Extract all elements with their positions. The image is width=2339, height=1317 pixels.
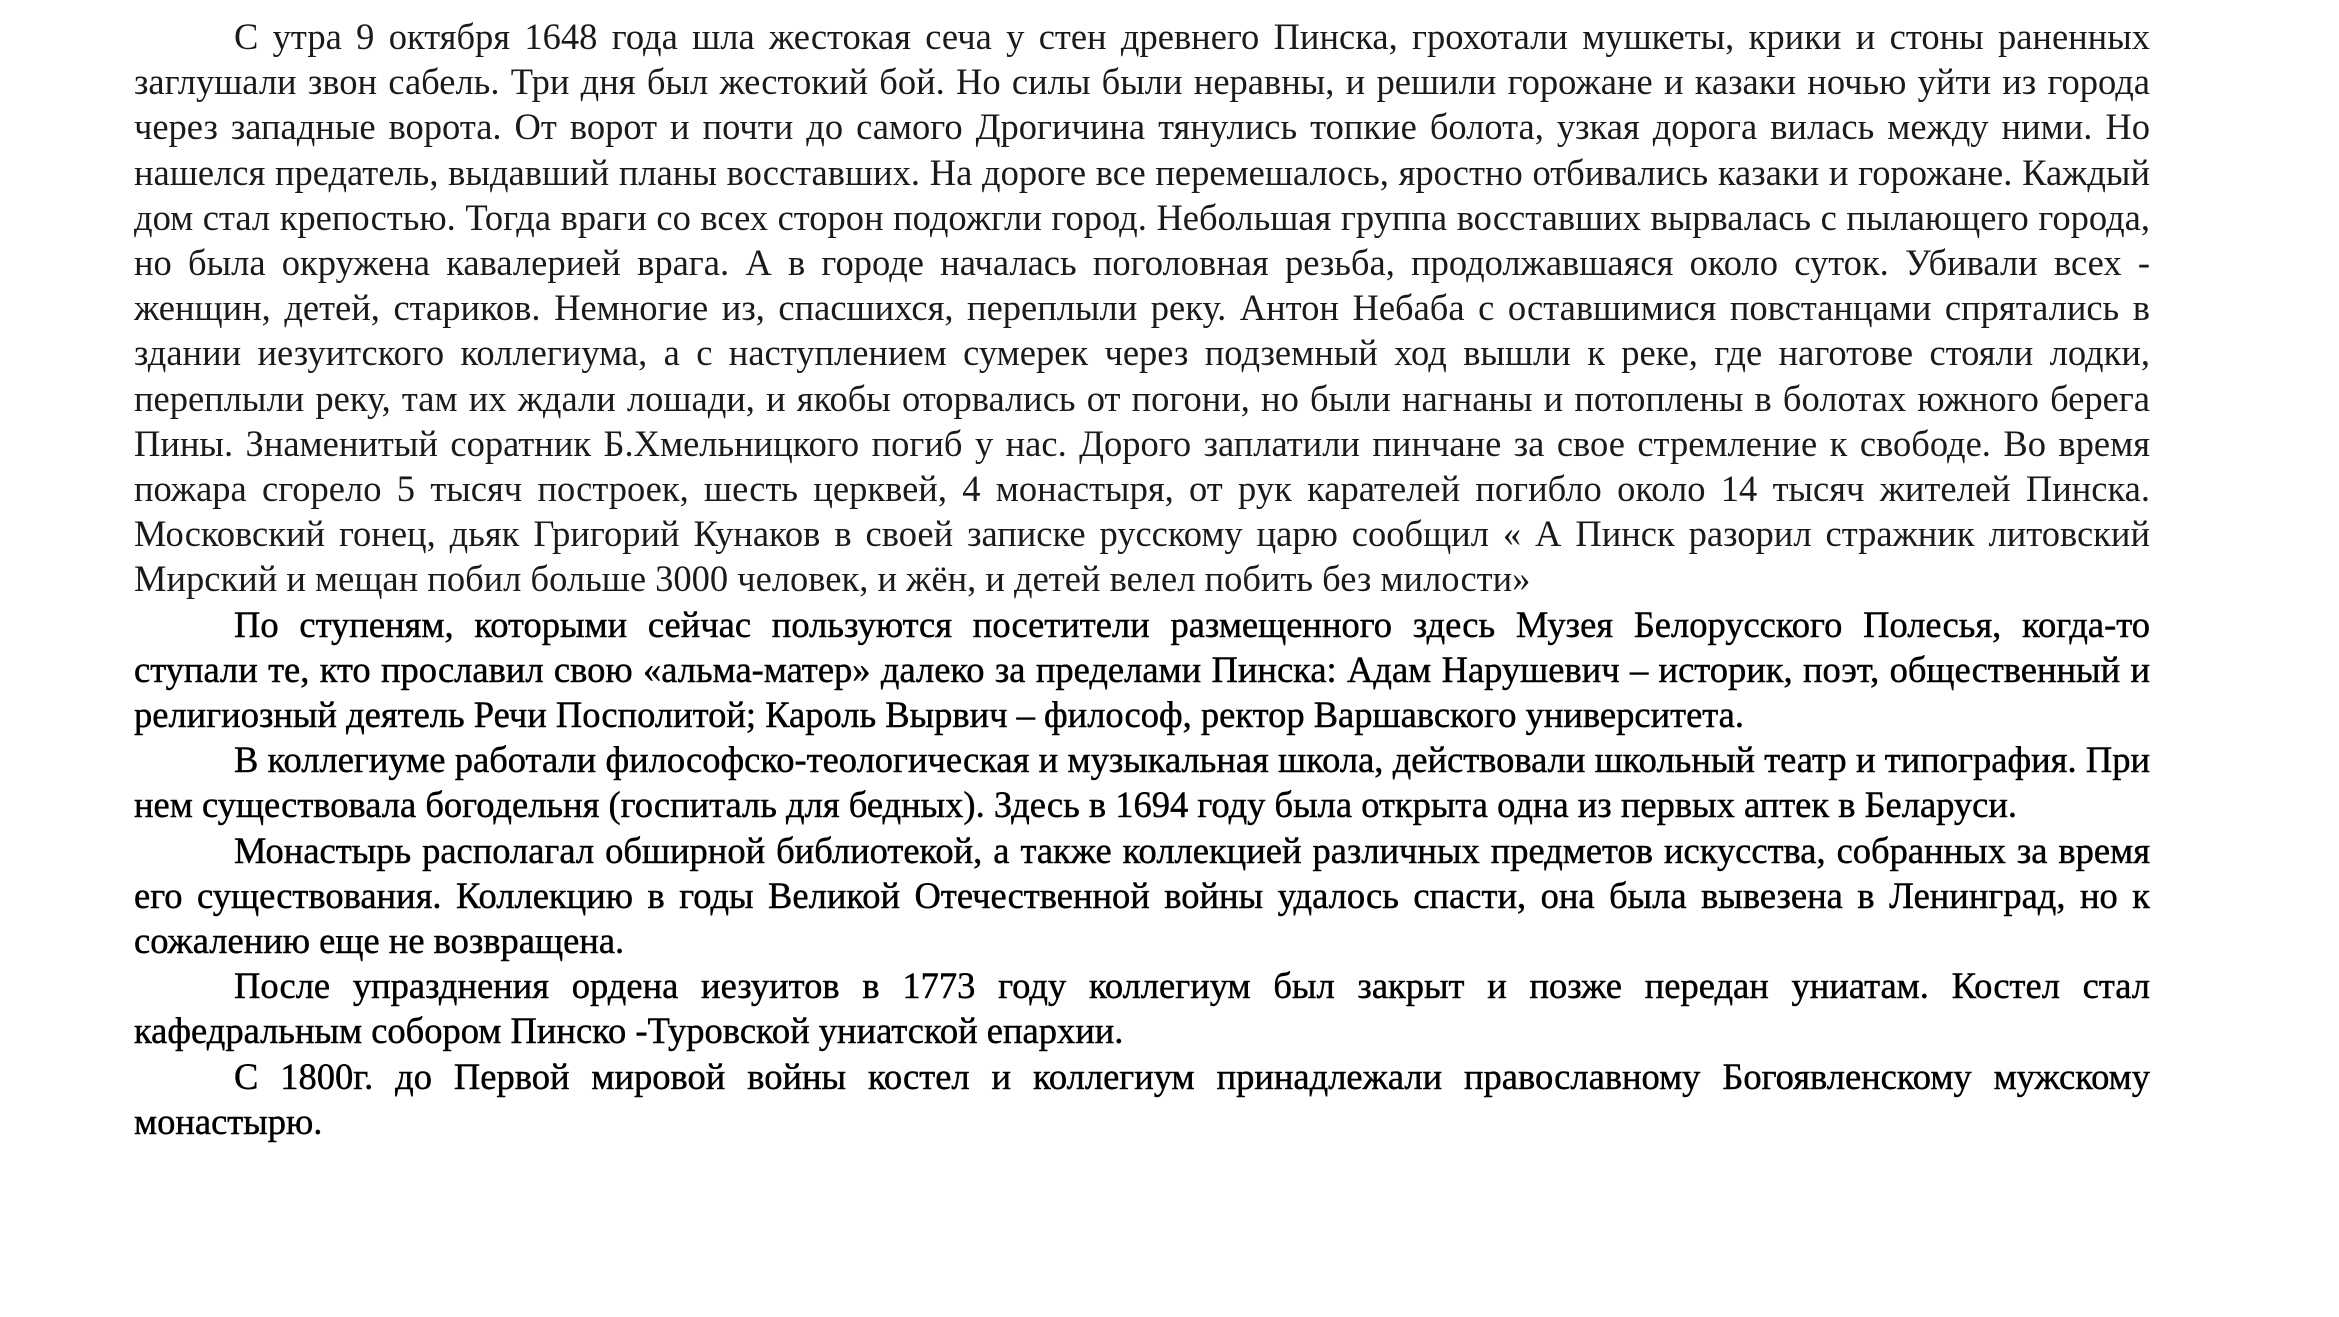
document-body bbox=[134, 14, 2150, 1144]
paragraph-siege-of-pinsk: С утра 9 октября 1648 года шла жестокая сеча у стен древнего Пинска, грохотали мушкеты, крики и стоны раненных заглушали звон сабель. Три дня был жестокий бой. Но силы были неравны, и решили горожане и казаки ночью уйти из города через западные ворота. От ворот и почти до самого Дрогичина тянулись топкие болота, узкая дорога вилась между ними. Но нашелся предатель, выдавший планы восставших. На дороге все перемешалось, яростно отбивались казаки и горожане. Каждый дом стал крепостью. Тогда враги со всех сторон подожгли город. Небольшая группа восставших вырвалась с пылающего города, но была окружена кавалерией врага. А в городе началась поголовная резьба, продолжавшаяся около суток. Убивали всех - женщин, детей, стариков. Немногие из, спасшихся, переплыли реку. Антон Небаба с оставшимися повстанцами спрятались в здании иезуитского коллегиума, а с наступлением сумерек через подземный ход вышли к реке, где наготове стояли лодки, переплыли реку, там их ждали лошади, и якобы оторвались от погони, но были нагнаны и потоплены в болотах южного берега Пины. Знаменитый соратник Б.Хмельницкого погиб у нас. Дорого заплатили пинчане за свое стремление к свободе. Во время пожара сгорело 5 тысяч построек, шесть церквей, 4 монастыря, от рук карателей погибло около 14 тысяч жителей Пинска. Московский гонец, дьяк Григорий Кунаков в своей записке русскому царю сообщил « А Пинск разорил стражник литовский Мирский и мещан побил больше 3000 человек, и жён, и детей велел побить без милости» bbox=[134, 16, 2150, 600]
paragraph-orthodox-monastery: С 1800г. до Первой мировой войны костел и коллегиум принадлежали православному Богоявленскому мужскому монастырю. bbox=[134, 1055, 2150, 1142]
paragraph-museum-steps: По ступеням, которыми сейчас пользуются посетители размещенного здесь Музея Белорусского Полесья, когда-то ступали те, кто прославил свою «альма-матер» далеко за пределами Пинска: Адам Нарушевич – историк, поэт, общественный и религиозный деятель Речи Посполитой; Кароль Вырвич – философ, ректор Варшавского университета. bbox=[134, 603, 2150, 736]
paragraph-monastery-library: Монастырь располагал обширной библиотекой, а также коллекцией различных предметов искусства, собранных за время его существования. Коллекцию в годы Великой Отечественной войны удалось спасти, она была вывезена в Ленинград, но к сожалению еще не возвращена. bbox=[134, 829, 2150, 962]
paragraph-collegium-schools: В коллегиуме работали философско-теологическая и музыкальная школа, действовали школьный театр и типография. При нем существовала богодельня (госпиталь для бедных). Здесь в 1694 году была открыта одна из первых аптек в Беларуси. bbox=[134, 739, 2150, 826]
paragraph-jesuit-order-abolished: После упразднения ордена иезуитов в 1773 году коллегиум был закрыт и позже передан униатам. Костел стал кафедральным собором Пинско -Туровской униатской епархии. bbox=[134, 965, 2150, 1052]
